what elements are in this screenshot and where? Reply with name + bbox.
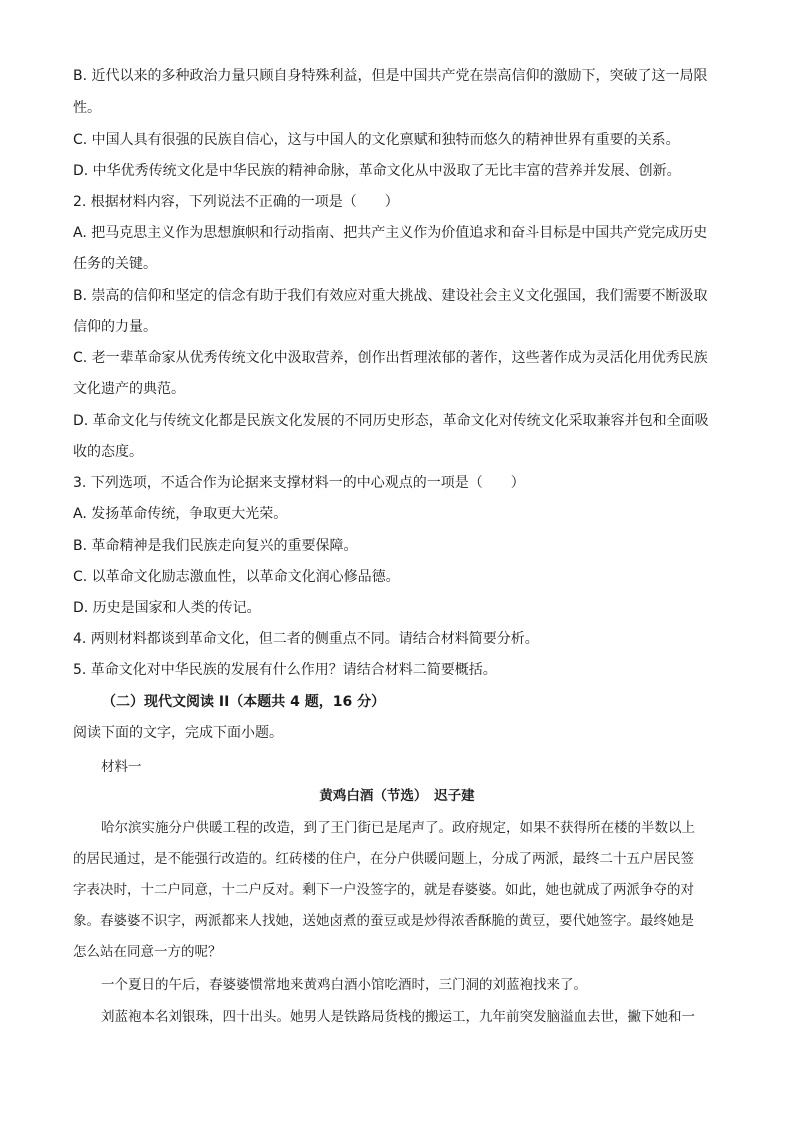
story-para2: 一个夏日的午后，春婆婆惯常地来黄鸡白酒小馆吃酒时，三门洞的刘蓝袍找来了。 [101, 977, 587, 993]
q2-option-a-line1: A. 把马克思主义作为思想旗帜和行动指南、把共产主义作为价值追求和奋斗目标是中国共产党完成历史 [73, 225, 708, 241]
option-b-line2: 性。 [73, 100, 101, 116]
story-para1-line2: 的居民通过，是不能强行改造的。红砖楼的住户，在分户供暖问题上，分成了两派，最终二十五户居民签 [73, 851, 694, 867]
q2-option-c-line2: 文化遗产的典范。 [73, 381, 185, 397]
story-para1-line5: 怎么站在同意一方的呢？ [73, 944, 222, 960]
q3-option-c: C. 以革命文化励志激血性，以革命文化润心修品德。 [73, 569, 400, 585]
story-para1-line4: 象。春婆婆不识字，两派都来人找她，送她卤煮的蚕豆或是炒得浓香酥脆的黄豆，要代她签字。最终她是 [73, 913, 694, 929]
instruction: 阅读下面的文字，完成下面小题。 [73, 725, 283, 741]
q2-option-d-line1: D. 革命文化与传统文化都是民族文化发展的不同历史形态，革命文化对传统文化采取兼容并包和全面吸 [73, 413, 709, 429]
question-3: 3. 下列选项，不适合作为论据来支撑材料一的中心观点的一项是（ ） [73, 475, 525, 491]
section-heading: （二）现代文阅读 II（本题共 4 题，16 分） [102, 694, 386, 710]
question-2: 2. 根据材料内容，下列说法不正确的一项是（ ） [73, 194, 399, 210]
question-5: 5. 革命文化对中华民族的发展有什么作用？请结合材料二简要概括。 [73, 662, 497, 678]
q2-option-d-line2: 收的态度。 [73, 444, 143, 460]
story-para1-line1: 哈尔滨实施分户供暖工程的改造，到了王门街已是尾声了。政府规定，如果不获得所在楼的半数以上 [101, 820, 695, 836]
option-d: D. 中华优秀传统文化是中华民族的精神命脉，革命文化从中汲取了无比丰富的营养并发展、创新。 [73, 163, 681, 179]
option-b-line1: B. 近代以来的多种政治力量只顾自身特殊利益，但是中国共产党在崇高信仰的激励下，突破了这一局限 [73, 68, 708, 84]
question-4: 4. 两则材料都谈到革命文化，但二者的侧重点不同。请结合材料简要分析。 [73, 631, 539, 647]
story-para1-line3: 字表决时，十二户同意，十二户反对。剩下一户没签字的，就是春婆婆。如此，她也就成了两派争夺的对 [73, 882, 694, 898]
q2-option-a-line2: 任务的关键。 [73, 256, 157, 272]
story-title: 黄鸡白酒（节选） 迟子建 [319, 788, 475, 804]
q2-option-b-line1: B. 崇高的信仰和坚定的信念有助于我们有效应对重大挑战、建设社会主义文化强国，我们需要不断汲取 [73, 288, 708, 304]
q3-option-a: A. 发扬革命传统，争取更大光荣。 [73, 506, 288, 522]
material-label: 材料一 [101, 759, 142, 775]
q3-option-b: B. 革命精神是我们民族走向复兴的重要保障。 [73, 538, 358, 554]
q2-option-c-line1: C. 老一辈革命家从优秀传统文化中汲取营养，创作出哲理浓郁的著作，这些著作成为灵活化用优秀民族 [73, 350, 708, 366]
q2-option-b-line2: 信仰的力量。 [73, 319, 157, 335]
story-para3-line1: 刘蓝袍本名刘银珠，四十出头。她男人是铁路局货栈的搬运工，九年前突发脑溢血去世，撇下她和一 [101, 1009, 695, 1025]
q3-option-d: D. 历史是国家和人类的传记。 [73, 600, 261, 616]
option-c: C. 中国人具有很强的民族自信心，这与中国人的文化禀赋和独特而悠久的精神世界有重要的关系。 [73, 132, 680, 148]
